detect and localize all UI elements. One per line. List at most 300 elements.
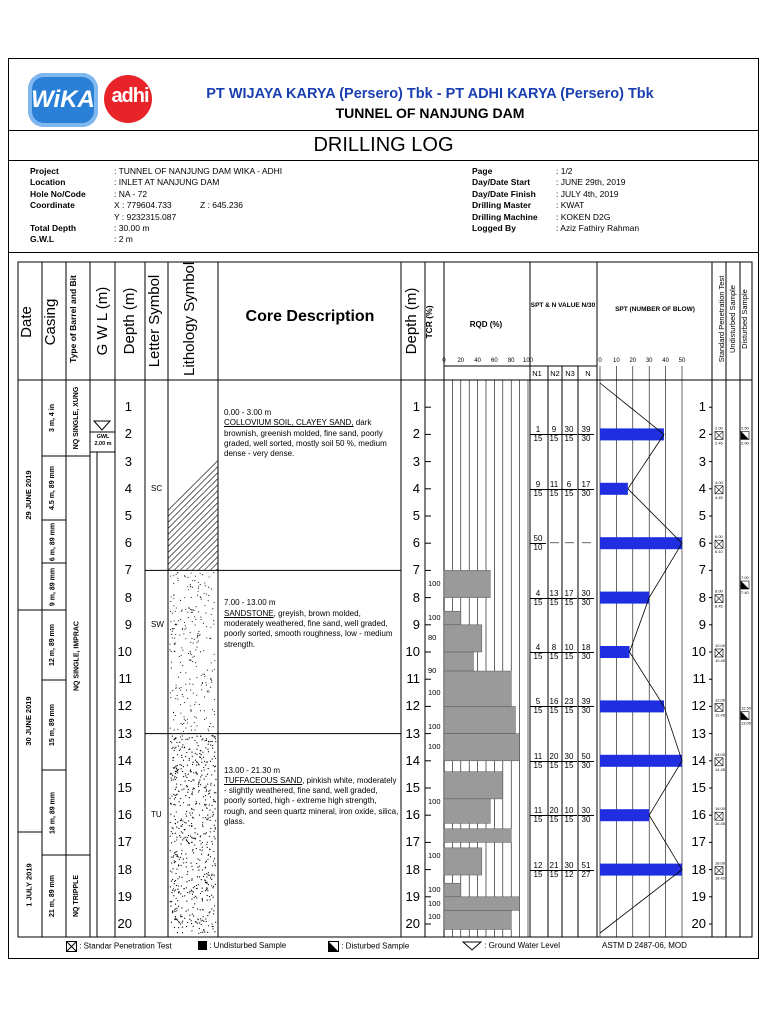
spt-penetration: 30	[581, 652, 591, 661]
tcr-value: 100	[428, 687, 441, 697]
spt-legend-icon	[66, 941, 77, 952]
depth-label-axis: 1	[698, 399, 706, 415]
spt-value	[561, 807, 577, 824]
col-depth-right-header: Depth (m)	[403, 287, 420, 355]
sample-bottom-depth: 18.42	[715, 875, 726, 881]
sample-bottom-depth: 2.45	[715, 440, 723, 446]
gwl-value: 2.00 m	[94, 441, 112, 447]
letter-symbol: SC	[151, 483, 163, 493]
depth-label-right: 12	[405, 698, 420, 714]
legend-disturbed	[328, 941, 409, 952]
casing-label: 12 m, 89 mm	[49, 623, 56, 667]
rqd-tick-label: 0	[442, 358, 446, 364]
rqd-bar	[444, 772, 503, 799]
sample-bottom-depth: 4.45	[715, 494, 723, 500]
depth-label-axis: 13	[691, 725, 706, 741]
spt-penetration: 15	[533, 760, 543, 770]
depth-label-right: 8	[412, 589, 420, 605]
depth-range: 13.00 - 21.30 m	[224, 765, 281, 775]
legend-gwl	[462, 941, 560, 951]
depth-label-right: 14	[405, 752, 420, 768]
spt-penetration: 15	[564, 597, 574, 607]
spt-value	[546, 753, 562, 770]
depth-label-left: 11	[118, 671, 132, 687]
gwl-legend-icon	[462, 941, 482, 951]
spt-penetration: 15	[533, 488, 543, 498]
spt-value	[561, 753, 577, 770]
depth-label-right: 17	[405, 834, 420, 850]
spt-tick-label: 0	[598, 358, 602, 364]
description-text	[224, 776, 400, 827]
spt-bar	[600, 700, 664, 712]
spt-penetration: 10	[533, 543, 543, 553]
spt-blows: 30	[561, 426, 577, 435]
spt-value	[530, 426, 546, 443]
depth-label-right: 10	[405, 644, 420, 659]
depth-label-right: 19	[405, 888, 420, 904]
depth-label-left: 15	[117, 780, 132, 795]
depth-label-axis: 15	[691, 780, 706, 795]
spt-value	[578, 426, 594, 443]
spt-blows: 17	[561, 590, 577, 599]
spt-value	[578, 590, 594, 607]
sample-top-depth: 10.00	[715, 643, 726, 648]
rqd-tick-label: 20	[457, 358, 465, 364]
info-label: Day/Date Start	[472, 177, 531, 188]
spt-blows: 51	[578, 862, 594, 871]
spt-blows: 10	[561, 644, 577, 653]
rqd-bar	[444, 799, 490, 823]
depth-label-left: 13	[117, 725, 132, 741]
col-barrel-header: Type of Barrel and Bit	[68, 275, 78, 363]
col-casing-header: Casing	[42, 298, 59, 346]
info-label: Location	[30, 177, 66, 188]
disturbed-legend-icon	[328, 941, 339, 952]
spt-value	[530, 807, 546, 824]
spt-blows: 16	[546, 698, 562, 707]
spt-penetration: 15	[549, 815, 559, 825]
spt-value	[578, 807, 594, 824]
wika-logo: WiKA	[28, 73, 98, 127]
spt-penetration: 30	[581, 706, 591, 716]
depth-label-left: 12	[117, 698, 132, 714]
depth-label-left: 16	[117, 807, 132, 823]
spt-penetration: 15	[549, 597, 559, 607]
spt-penetration: 15	[564, 652, 574, 661]
col-spt-value-header: SPT & N VALUE N/30	[530, 302, 596, 309]
spt-penetration: 15	[564, 706, 574, 716]
spt-blows: 20	[546, 753, 562, 762]
date-label: 29 JUNE 2019	[24, 470, 33, 520]
gwl-label: GWL	[96, 434, 110, 440]
rqd-tick-label: 60	[491, 358, 498, 364]
info-value: : 2 m	[114, 234, 133, 245]
casing-label: 18 m, 89 mm	[49, 791, 56, 834]
spt-penetration: 15	[549, 488, 559, 498]
depth-label-axis: 2	[698, 426, 706, 442]
depth-label-right: 2	[412, 426, 420, 442]
spt-value	[530, 590, 546, 607]
spt-bar	[600, 592, 649, 604]
spt-blows: 5	[530, 698, 546, 707]
spt-penetration: 15	[549, 706, 559, 716]
rqd-bar	[444, 910, 511, 929]
rqd-bar	[444, 652, 473, 671]
sample-top-depth: 4.00	[715, 479, 723, 485]
depth-label-right: 15	[405, 780, 420, 795]
info-label: Hole No/Code	[30, 188, 86, 199]
depth-label-right: 16	[405, 807, 420, 823]
depth-label-right: 7	[412, 562, 420, 578]
spt-blows: 6	[561, 481, 577, 490]
spt-penetration: 15	[533, 652, 543, 661]
depth-label-axis: 7	[698, 562, 706, 578]
depth-label-left: 19	[117, 888, 132, 904]
spt-subheader-label: N3	[565, 369, 575, 378]
spt-value	[546, 807, 562, 824]
depth-label-right: 4	[412, 480, 420, 496]
spt-penetration: 15	[533, 434, 543, 444]
sample-top-depth: 2.50	[741, 425, 749, 431]
tcr-value: 100	[428, 796, 441, 806]
core-description	[224, 598, 400, 649]
rqd-bar	[444, 883, 461, 897]
spt-value-empty: —	[582, 537, 591, 548]
depth-label-axis: 16	[691, 807, 706, 823]
spt-value	[561, 862, 577, 879]
tcr-value: 100	[428, 851, 441, 860]
sample-bottom-depth: 8.45	[715, 603, 723, 609]
casing-label: 6 m, 89 mm	[49, 522, 56, 561]
col-tcr-header: TCR (%)	[424, 305, 434, 339]
depth-label-axis: 19	[691, 888, 706, 904]
spt-blows: 39	[578, 698, 594, 707]
legend-spt	[66, 941, 172, 952]
spt-penetration: 15	[564, 434, 574, 444]
description-text	[224, 418, 400, 459]
sample-bottom-depth: 2.90	[741, 440, 749, 446]
depth-range: 7.00 - 13.00 m	[224, 598, 276, 608]
depth-label-right: 5	[412, 508, 420, 523]
barrel-label: NQ SINGLE, XUNG	[73, 386, 80, 450]
spt-value	[546, 862, 562, 879]
spt-value	[578, 698, 594, 715]
depth-label-right: 18	[405, 861, 420, 877]
spt-value	[561, 481, 577, 498]
depth-label-left: 9	[124, 616, 132, 632]
info-value: : KOKEN D2G	[556, 211, 611, 222]
legend-gwl-label: : Ground Water Level	[484, 941, 560, 951]
info-value: : JULY 4th, 2019	[556, 188, 619, 199]
depth-label-axis: 18	[691, 861, 706, 877]
spt-subheader-label: N1	[532, 369, 542, 378]
depth-label-right: 6	[412, 535, 420, 551]
spt-blows: 8	[546, 644, 562, 653]
col-core-header: Core Description	[245, 308, 375, 325]
spt-blows: 10	[561, 807, 577, 816]
info-value: : 1/2	[556, 166, 573, 176]
depth-label-right: 9	[412, 616, 420, 632]
sample-bottom-depth: 12.45	[715, 712, 726, 718]
rqd-tick-label: 40	[474, 358, 481, 364]
rqd-bar	[444, 706, 515, 733]
barrel-label: NQ TRIPPLE	[73, 875, 80, 918]
col-date-header: Date	[18, 306, 35, 338]
depth-label-right: 3	[412, 453, 420, 469]
casing-label: 4.5 m, 89 mm	[49, 466, 56, 510]
depth-label-axis: 14	[691, 752, 706, 768]
spt-value	[578, 862, 594, 879]
spt-value	[546, 590, 562, 607]
spt-blows: 50	[578, 753, 594, 762]
spt-value	[578, 481, 594, 498]
sample-top-depth: 16.00	[715, 806, 726, 812]
rqd-bar	[444, 897, 520, 911]
spt-blows: 30	[578, 807, 594, 816]
info-label: G.W.L	[30, 234, 55, 245]
spt-bar	[600, 755, 682, 767]
info-label: Project	[30, 166, 59, 176]
sample-top-depth: 14.00	[715, 751, 726, 757]
spt-blows: 11	[530, 807, 546, 816]
depth-label-axis: 4	[698, 480, 706, 496]
spt-tick-label: 10	[613, 358, 620, 364]
spt-bar	[600, 809, 649, 821]
spt-blows: 39	[578, 426, 594, 435]
tcr-value: 80	[428, 633, 437, 643]
spt-blows: 4	[530, 644, 546, 653]
sample-bottom-depth: 13.00	[741, 720, 752, 726]
spt-penetration: 15	[533, 597, 543, 607]
rqd-tick-label: 100	[522, 358, 534, 364]
col-spt-blow-header: SPT (NUMBER OF BLOW)	[615, 306, 695, 313]
spt-bar	[600, 537, 682, 549]
sample-bottom-depth: 14.45	[715, 766, 726, 772]
sample-top-depth: 12.50	[741, 705, 752, 711]
spt-blows: 9	[530, 481, 546, 490]
tcr-value: 100	[428, 579, 441, 588]
depth-label-left: 14	[117, 752, 132, 768]
sample-bottom-depth: 6.10	[715, 549, 723, 555]
spt-value	[530, 862, 546, 879]
soil-properties: , pinkish white, moderately - slightly weathered, fine sand, well graded, poorly sorted, high - extreme high strength, rough, and seen quartz mineral, iron oxide, silica, glass.	[224, 775, 399, 827]
undisturbed-legend-icon	[198, 941, 207, 950]
spt-penetration: 15	[564, 488, 574, 498]
rqd-bar	[444, 625, 482, 652]
spt-value	[578, 644, 594, 661]
sample-top-depth: 18.00	[715, 860, 726, 866]
info-label: Coordinate	[30, 200, 75, 211]
spt-tick-label: 40	[662, 358, 669, 364]
spt-penetration: 27	[581, 869, 591, 879]
spt-value	[530, 753, 546, 770]
spt-penetration: 15	[549, 869, 559, 879]
spt-blows: 11	[546, 481, 562, 490]
spt-value	[530, 535, 546, 552]
lithology-tuffaceous-sand	[169, 735, 216, 934]
info-value: : Aziz Fathiry Rahman	[556, 222, 640, 233]
spt-penetration: 15	[549, 434, 559, 444]
info-label: Page	[472, 166, 493, 176]
spt-tick-label: 30	[645, 358, 653, 364]
spt-blows: 17	[578, 481, 594, 490]
col-rqd-header: RQD (%)	[469, 320, 503, 329]
depth-label-axis: 20	[691, 916, 706, 931]
description-text	[224, 609, 400, 650]
col-depth-header: Depth (m)	[121, 287, 138, 355]
tcr-value: 100	[428, 885, 441, 894]
spt-penetration: 15	[549, 652, 559, 661]
col-disturbed-header: Disturbed Sample	[740, 289, 749, 349]
sample-top-depth: 6.00	[715, 534, 723, 540]
spt-blows: 12	[530, 862, 546, 871]
depth-label-left: 8	[124, 589, 132, 605]
spt-value	[530, 481, 546, 498]
spt-penetration: 30	[581, 488, 591, 498]
soil-properties: , greyish, brown molded, moderately weathered, fine sand, well graded, poorly sorted, smooth roughness, low - medium strength.	[224, 608, 393, 649]
core-description	[224, 766, 400, 828]
spt-value	[561, 426, 577, 443]
lithology-clayey-sand	[108, 370, 662, 570]
col-std-pen-header: Standard Penetration Test	[717, 275, 726, 363]
spt-penetration: 30	[581, 434, 591, 444]
spt-penetration: 15	[564, 760, 574, 770]
spt-value	[546, 481, 562, 498]
info-value: : JUNE 29th, 2019	[556, 177, 626, 188]
depth-label-left: 6	[124, 535, 132, 551]
spt-penetration: 15	[533, 869, 543, 879]
rqd-bar	[444, 848, 482, 875]
coordinate-z: Z : 645.236	[200, 200, 244, 210]
tcr-value: 100	[428, 912, 441, 922]
spt-penetration: 15	[533, 815, 543, 825]
spt-bar	[600, 864, 682, 876]
depth-label-right: 1	[412, 399, 420, 415]
lithology-sandstone	[169, 572, 215, 732]
spt-blows: 21	[546, 862, 562, 871]
spt-value	[546, 644, 562, 661]
spt-bar	[600, 428, 664, 440]
spt-blows: 30	[561, 862, 577, 871]
spt-blows: 11	[530, 753, 546, 762]
soil-name: SANDSTONE	[224, 608, 274, 618]
depth-label-axis: 9	[698, 616, 706, 632]
rqd-bar	[444, 570, 490, 597]
depth-label-axis: 5	[698, 508, 706, 523]
document-title: DRILLING LOG	[313, 134, 454, 156]
sample-bottom-depth: 10.45	[715, 658, 726, 663]
spt-value	[546, 426, 562, 443]
spt-blows: 20	[546, 807, 562, 816]
info-label: Total Depth	[30, 222, 77, 233]
spt-bar	[600, 483, 628, 495]
depth-label-left: 10	[117, 644, 132, 659]
col-undisturbed-header: Undisturbed Sample	[728, 285, 737, 353]
depth-label-right: 20	[405, 916, 420, 931]
project-title: TUNNEL OF NANJUNG DAM	[335, 105, 525, 121]
letter-symbol: SW	[151, 619, 164, 629]
spt-penetration: 15	[564, 815, 574, 825]
sample-top-depth: 12.00	[715, 697, 726, 703]
spt-subheader-label: N	[585, 369, 591, 378]
depth-label-left: 4	[124, 480, 132, 496]
depth-label-axis: 11	[692, 671, 706, 687]
spt-subheader-label: N2	[550, 369, 560, 378]
spt-blows: 50	[530, 535, 546, 544]
sample-bottom-depth: 16.45	[715, 821, 726, 827]
spt-tick-label: 50	[678, 358, 686, 364]
info-value: Y : 9232315.087	[114, 211, 177, 222]
rqd-bar	[444, 671, 511, 706]
sample-top-depth: 7.00	[741, 575, 749, 580]
spt-penetration: 12	[564, 869, 574, 879]
col-gwl-header: G W L (m)	[94, 286, 111, 356]
spt-penetration: 30	[581, 815, 591, 825]
spt-value	[530, 644, 546, 661]
col-letter-header: Letter Symbol	[146, 274, 163, 368]
casing-label: 21 m, 89 mm	[49, 874, 56, 918]
spt-blows: 30	[578, 590, 594, 599]
depth-label-axis: 3	[698, 453, 706, 469]
info-value: : INLET AT NANJUNG DAM	[114, 177, 220, 188]
tcr-value: 100	[428, 742, 441, 752]
casing-label: 9 m, 89 mm	[49, 567, 56, 606]
sample-top-depth: 2.00	[715, 425, 723, 431]
date-label: 30 JUNE 2019	[24, 696, 33, 746]
rqd-tick-label: 80	[507, 358, 515, 364]
info-value: : NA - 72	[114, 188, 148, 199]
date-label: 1 JULY 2019	[24, 862, 33, 907]
spt-bar	[600, 646, 630, 658]
depth-label-left: 5	[124, 508, 132, 523]
soil-properties: dark brownish, greenish molded, fine sand, poorly graded, well sorted, mostly soil 50 %, medium dense - very dense.	[224, 418, 387, 459]
spt-blows: 13	[546, 590, 562, 599]
spt-value-empty: —	[565, 537, 574, 548]
depth-label-left: 20	[117, 916, 132, 931]
tcr-value: 100	[428, 898, 441, 908]
legend-undisturbed-label: : Undisturbed Sample	[209, 941, 287, 950]
depth-label-left: 1	[124, 399, 132, 415]
depth-label-left: 18	[117, 861, 132, 877]
spt-blows: 30	[561, 753, 577, 762]
depth-label-axis: 12	[691, 698, 706, 714]
tcr-value: 100	[428, 721, 441, 731]
spt-penetration: 15	[549, 760, 559, 770]
spt-blows: 18	[578, 644, 594, 653]
info-label: Drilling Machine	[472, 211, 538, 222]
depth-label-right: 11	[406, 671, 420, 687]
tcr-value: 100	[428, 613, 441, 622]
depth-label-axis: 8	[698, 589, 706, 605]
info-value: : KWAT	[556, 200, 585, 211]
spt-penetration: 15	[533, 706, 543, 716]
casing-label: 15 m, 89 mm	[49, 703, 56, 747]
depth-label-left: 17	[117, 834, 132, 850]
legend-standard: ASTM D 2487-06, MOD	[602, 941, 687, 950]
core-description	[224, 408, 400, 459]
sample-bottom-depth: 7.40	[741, 590, 749, 595]
info-value: : TUNNEL OF NANJUNG DAM WIKA - ADHI	[114, 166, 283, 176]
legend-disturbed-label: : Disturbed Sample	[341, 941, 410, 951]
adhi-logo-text: adhi	[111, 85, 149, 107]
rqd-bar	[444, 611, 461, 625]
company-name: PT WIJAYA KARYA (Persero) Tbk - PT ADHI KARYA (Persero) Tbk	[206, 86, 654, 102]
col-lithology-header: Lithology Symbol	[181, 261, 198, 376]
spt-penetration: 30	[581, 597, 591, 607]
letter-symbol: TU	[151, 810, 162, 820]
spt-value	[561, 644, 577, 661]
depth-label-left: 2	[124, 426, 132, 442]
